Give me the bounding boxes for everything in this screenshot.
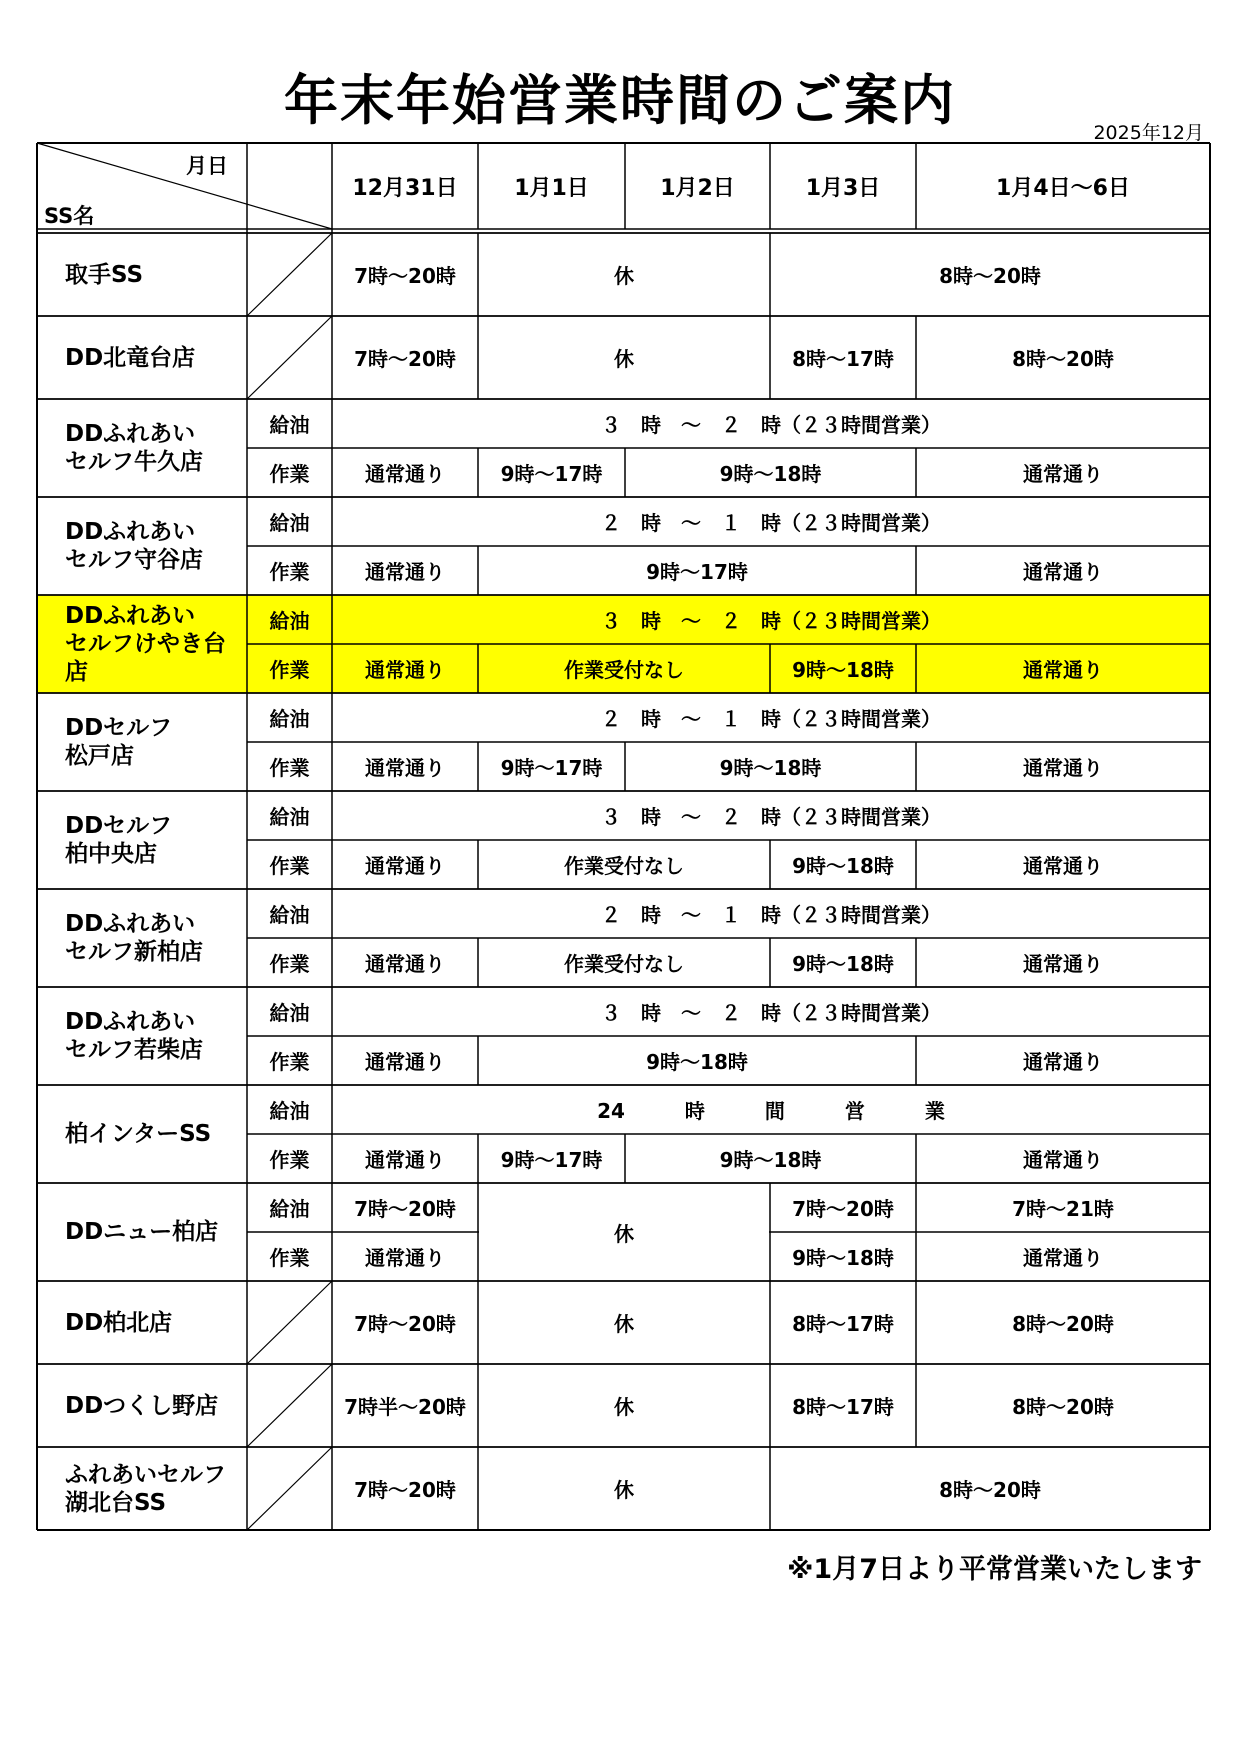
store-name: 柏インターSS — [65, 1121, 212, 1147]
fuel-hours-cell: 24 時 間 営 業 — [597, 1099, 945, 1123]
fuel-hours-cell: ３ 時 ～ ２ 時（２３時間営業） — [601, 609, 941, 633]
closed-cell: 休 — [614, 347, 634, 371]
type-label-work: 作業 — [269, 1050, 310, 1074]
hours-cell: 7時～20時 — [354, 1478, 456, 1502]
work-hours-cell: 通常通り — [1023, 952, 1103, 976]
fuel-hours-cell: ２ 時 ～ １ 時（２３時間営業） — [601, 903, 941, 927]
hours-cell: 7時～21時 — [1012, 1197, 1114, 1221]
column-header: 12月31日 — [352, 175, 458, 201]
work-hours-cell: 作業受付なし — [564, 658, 684, 682]
type-label-work: 作業 — [269, 462, 310, 486]
work-hours-cell: 9時～18時 — [719, 1148, 822, 1172]
hours-cell: 8時～20時 — [1012, 1395, 1114, 1419]
footer-note: ※1月7日より平常営業いたします — [787, 1554, 1202, 1585]
fuel-hours-cell: ３ 時 ～ ２ 時（２３時間営業） — [601, 805, 941, 829]
hours-cell: 通常通り — [1023, 1246, 1103, 1270]
work-hours-cell: 9時～17時 — [500, 1148, 603, 1172]
work-hours-cell: 通常通り — [1023, 1050, 1103, 1074]
work-hours-cell: 通常通り — [1023, 462, 1103, 486]
hours-cell: 7時～20時 — [354, 1312, 456, 1336]
work-hours-cell: 通常通り — [365, 756, 445, 780]
type-label-work: 作業 — [269, 1246, 310, 1270]
hours-cell: 8時～20時 — [1012, 347, 1114, 371]
hours-cell: 8時～17時 — [792, 347, 894, 371]
type-label-fuel: 給油 — [269, 903, 310, 927]
hours-cell: 7時～20時 — [354, 1197, 456, 1221]
hours-cell: 8時～17時 — [792, 1312, 894, 1336]
work-hours-cell: 作業受付なし — [564, 952, 684, 976]
column-header: 1月1日 — [514, 175, 589, 201]
store-name: DDふれあい セルフけやき台店 — [65, 603, 226, 685]
store-name: DDふれあい セルフ若柴店 — [65, 1009, 203, 1063]
hours-cell: 7時～20時 — [792, 1197, 894, 1221]
work-hours-cell: 9時～18時 — [719, 462, 822, 486]
type-label-work: 作業 — [269, 560, 310, 584]
work-hours-cell: 通常通り — [1023, 658, 1103, 682]
closed-cell: 休 — [614, 1395, 634, 1419]
type-label-fuel: 給油 — [269, 511, 310, 535]
type-label-fuel: 給油 — [269, 1099, 310, 1123]
hours-cell: 8時～20時 — [939, 1478, 1041, 1502]
work-hours-cell: 通常通り — [1023, 560, 1103, 584]
type-label-fuel: 給油 — [269, 413, 310, 437]
type-label-fuel: 給油 — [269, 707, 310, 731]
type-label-fuel: 給油 — [269, 1001, 310, 1025]
hours-cell: 8時～17時 — [792, 1395, 894, 1419]
hours-cell: 8時～20時 — [939, 264, 1041, 288]
work-hours-cell: 通常通り — [1023, 854, 1103, 878]
type-label-work: 作業 — [269, 952, 310, 976]
fuel-hours-cell: ２ 時 ～ １ 時（２３時間営業） — [601, 511, 941, 535]
work-hours-cell: 通常通り — [1023, 756, 1103, 780]
store-name: DDニュー柏店 — [65, 1219, 219, 1245]
type-label-work: 作業 — [269, 658, 310, 682]
store-name: DD北竜台店 — [65, 344, 196, 371]
work-hours-cell: 通常通り — [365, 854, 445, 878]
store-name: DDセルフ 柏中央店 — [65, 813, 173, 867]
hours-cell: 9時～18時 — [792, 1246, 894, 1270]
work-hours-cell: 通常通り — [365, 462, 445, 486]
corner-label-store: SS名 — [44, 204, 95, 228]
type-label-work: 作業 — [269, 1148, 310, 1172]
date-label: 2025年12月 — [1093, 122, 1204, 144]
type-label-work: 作業 — [269, 756, 310, 780]
column-header: 1月3日 — [805, 175, 881, 201]
column-header: 1月4日～6日 — [996, 175, 1130, 201]
type-label-fuel: 給油 — [269, 609, 310, 633]
work-hours-cell: 作業受付なし — [564, 854, 684, 878]
page-title: 年末年始営業時間のご案内 — [284, 69, 956, 132]
hours-cell: 8時～20時 — [1012, 1312, 1114, 1336]
work-hours-cell: 通常通り — [365, 658, 445, 682]
store-name: ふれあいセルフ 湖北台SS — [65, 1461, 226, 1516]
closed-cell: 休 — [614, 1221, 634, 1246]
corner-label-date: 月日 — [186, 154, 228, 178]
work-hours-cell: 9時～17時 — [646, 560, 748, 584]
hours-cell: 7時半～20時 — [344, 1395, 466, 1419]
work-hours-cell: 通常通り — [365, 560, 445, 584]
work-hours-cell: 通常通り — [365, 1148, 445, 1172]
fuel-hours-cell: ２ 時 ～ １ 時（２３時間営業） — [601, 707, 941, 731]
fuel-hours-cell: ３ 時 ～ ２ 時（２３時間営業） — [601, 1001, 941, 1025]
work-hours-cell: 通常通り — [1023, 1148, 1103, 1172]
work-hours-cell: 9時～17時 — [500, 462, 603, 486]
work-hours-cell: 9時～18時 — [792, 658, 894, 682]
closed-cell: 休 — [614, 1478, 634, 1502]
store-name: DDつくし野店 — [65, 1392, 219, 1419]
work-hours-cell: 9時～18時 — [792, 952, 894, 976]
type-label-fuel: 給油 — [269, 1197, 310, 1221]
store-name: DD柏北店 — [65, 1309, 173, 1336]
fuel-hours-cell: ３ 時 ～ ２ 時（２３時間営業） — [601, 413, 941, 437]
type-label-fuel: 給油 — [269, 805, 310, 829]
work-hours-cell: 通常通り — [365, 1050, 445, 1074]
work-hours-cell: 9時～18時 — [719, 756, 822, 780]
store-name: DDセルフ 松戸店 — [65, 715, 173, 769]
closed-cell: 休 — [614, 264, 634, 288]
hours-cell: 7時～20時 — [354, 347, 456, 371]
closed-cell: 休 — [614, 1312, 634, 1336]
work-hours-cell: 通常通り — [365, 952, 445, 976]
column-header: 1月2日 — [660, 175, 735, 201]
store-name: 取手SS — [65, 261, 144, 288]
type-label-work: 作業 — [269, 854, 310, 878]
hours-cell: 7時～20時 — [354, 264, 456, 288]
work-hours-cell: 9時～18時 — [792, 854, 894, 878]
store-name: DDふれあい セルフ守谷店 — [65, 519, 203, 573]
work-hours-cell: 9時～18時 — [646, 1050, 748, 1074]
hours-cell: 通常通り — [365, 1246, 445, 1270]
work-hours-cell: 9時～17時 — [500, 756, 603, 780]
store-name: DDふれあい セルフ新柏店 — [65, 911, 203, 965]
store-name: DDふれあい セルフ牛久店 — [65, 421, 203, 475]
